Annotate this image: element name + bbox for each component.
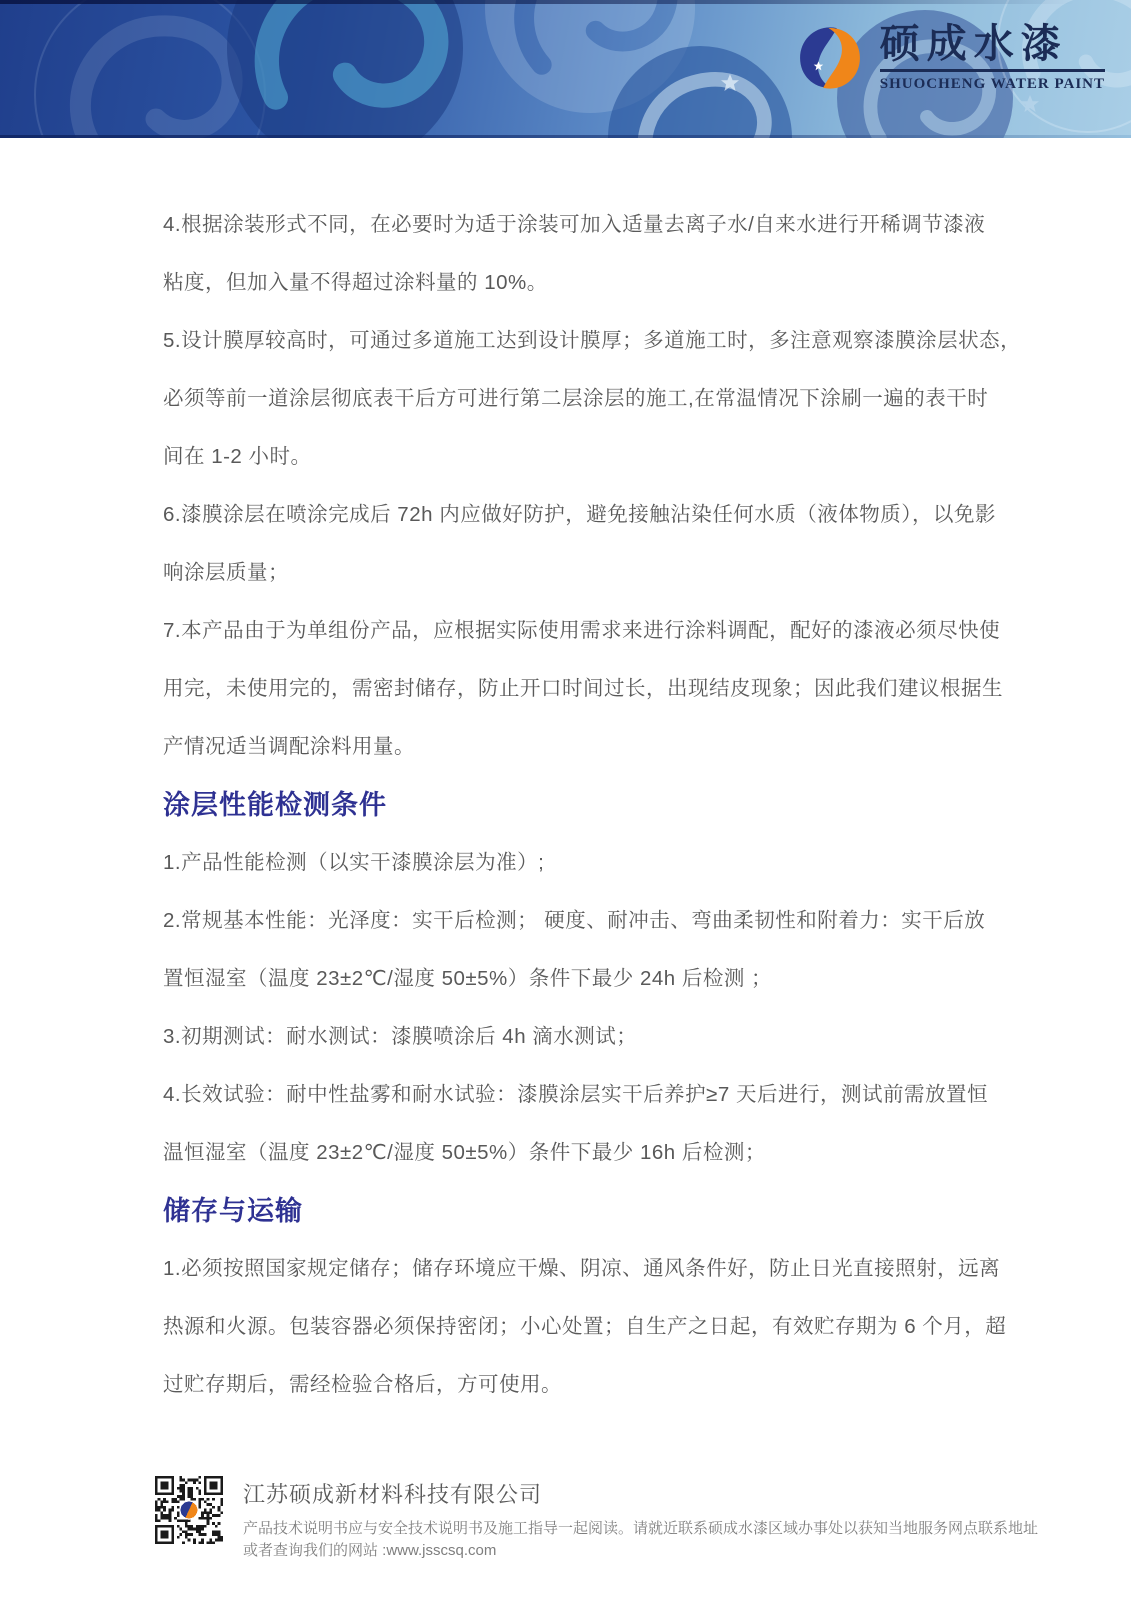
section-title-storage: 储存与运输 — [163, 1196, 303, 1226]
text-line: 置恒湿室（温度 23±2℃/湿度 50±5%）条件下最少 24h 后检测 ； — [163, 967, 773, 990]
footer-text — [243, 1476, 1038, 1562]
text-line: 温恒湿室（温度 23±2℃/湿度 50±5%）条件下最少 16h 后检测； — [163, 1141, 766, 1164]
company-name: 江苏硕成新材料科技有限公司 — [243, 1482, 543, 1507]
brand-divider — [880, 69, 1105, 72]
brand-wordmark — [880, 22, 1105, 93]
text-line: 产情况适当调配涂料用量。 — [163, 735, 415, 758]
text-line: 热源和火源。包装容器必须保持密闭；小心处置；自生产之日起，有效贮存期为 6 个月，超 — [163, 1315, 1007, 1338]
header-banner — [0, 0, 1131, 138]
text-line: 3.初期测试：耐水测试：漆膜喷涂后 4h 滴水测试； — [163, 1025, 638, 1048]
banner-bottom-edge — [0, 135, 1131, 138]
text-line: 粘度，但加入量不得超过涂料量的 10%。 — [163, 271, 548, 294]
text-line: 4.根据涂装形式不同，在必要时为适于涂装可加入适量去离子水/自来水进行开稀调节漆液 — [163, 213, 986, 236]
document-body — [0, 138, 1022, 1414]
text-line: 或者查询我们的网站 :www.jsscsq.com — [243, 1542, 497, 1559]
brand-logo-icon — [796, 24, 864, 92]
storage-transport-text — [163, 1240, 1007, 1414]
text-line: 2.常规基本性能：光泽度：实干后检测； 硬度、耐冲击、弯曲柔韧性和附着力：实干后放 — [163, 909, 986, 932]
text-line: 过贮存期后，需经检验合格后，方可使用。 — [163, 1373, 562, 1396]
text-line: 响涂层质量； — [163, 561, 289, 584]
text-line: 4.长效试验：耐中性盐雾和耐水试验：漆膜涂层实干后养护≥7 天后进行，测试前需放置恒 — [163, 1083, 988, 1106]
text-line: 1.产品性能检测（以实干漆膜涂层为准）; — [163, 851, 545, 874]
text-line: 产品技术说明书应与安全技术说明书及施工指导一起阅读。请就近联系硕成水漆区域办事处以获知当地服务网点联系地址 — [243, 1520, 1039, 1537]
brand-title: 硕成水漆 — [879, 21, 1068, 66]
qr-code — [155, 1476, 223, 1544]
brand-logo — [796, 22, 1105, 93]
text-line: 1.必须按照国家规定储存；储存环境应干燥、阴凉、通风条件好，防止日光直接照射，远离 — [163, 1257, 1001, 1280]
text-line: 用完，未使用完的，需密封储存，防止开口时间过长，出现结皮现象；因此我们建议根据生 — [163, 677, 1003, 700]
qr-code-icon — [155, 1476, 223, 1544]
application-notes-text — [163, 196, 1022, 776]
section-title-coating-test: 涂层性能检测条件 — [163, 790, 387, 820]
text-line: 7.本产品由于为单组份产品，应根据实际使用需求来进行涂料调配，配好的漆液必须尽快使 — [163, 619, 1001, 642]
footer-notes — [243, 1518, 1038, 1562]
text-line: 5.设计膜厚较高时，可通过多道施工达到设计膜厚；多道施工时，多注意观察漆膜涂层状态， — [163, 329, 1022, 352]
text-line: 6.漆膜涂层在喷涂完成后 72h 内应做好防护，避免接触沾染任何水质（液体物质），以免影 — [163, 503, 996, 526]
coating-test-conditions-text — [163, 834, 988, 1182]
banner-top-edge — [0, 0, 1131, 4]
text-line: 必须等前一道涂层彻底表干后方可进行第二层涂层的施工,在常温情况下涂刷一遍的表干时 — [163, 387, 989, 410]
text-line: 间在 1-2 小时。 — [163, 445, 312, 468]
page-footer — [155, 1476, 1105, 1562]
brand-subtitle: SHUOCHENG WATER PAINT — [879, 76, 1105, 92]
